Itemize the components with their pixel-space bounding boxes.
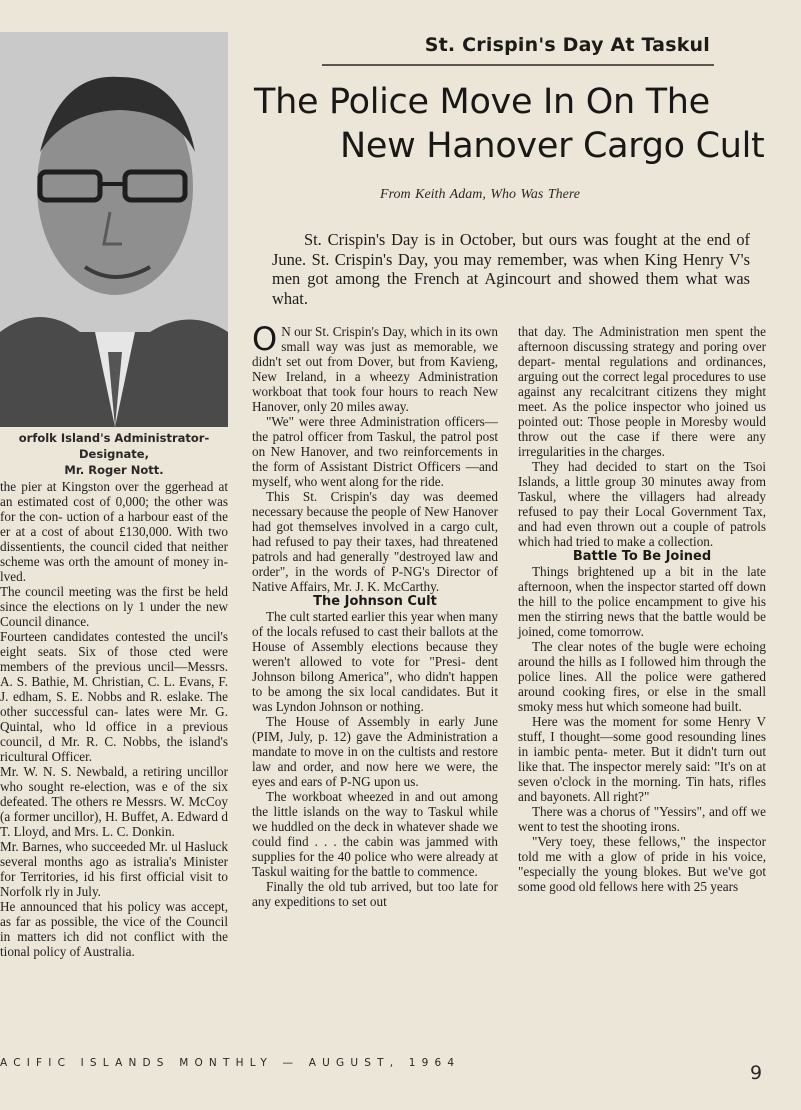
middle-paragraph: The cult started earlier this year when many of the locals refused to cast their ballots at the House of Assembly elections because they weren't allowed to vote for "Presi- dent Johnson bilong America", who didn't happen to be among the six local candidates. But it was Lyndon Johnson or nothing. [252,609,498,714]
intro-paragraph [272,230,750,308]
right-column [518,324,766,894]
running-footer: ACIFIC ISLANDS MONTHLY — AUGUST, 1964 [0,1057,461,1069]
left-paragraph: Fourteen candidates contested the uncil's eight seats. Six of those cted were members of the previous uncil—Messrs. A. S. Bathie, M. Christian, C. L. Evans, F. J. edham, S. E. Nobbs and R. eslake. The other successful can- lates were Mr. G. Quintal, who ld office in a previous council, d Mr. R. C. Nobbs, the island's ricultural Officer. [0,629,228,764]
intro-text: St. Crispin's Day is in October, but ours was fought at the end of June. St. Crispin's Day, you may remember, was when King Henry V's men got among the French at Agincourt and showed them what was what. [272,230,750,308]
article-kicker: St. Crispin's Day At Taskul [424,34,710,56]
headline-line-2: New Hanover Cargo Cult [340,126,765,166]
byline: From Keith Adam, Who Was There [380,187,580,202]
middle-paragraph: The workboat wheezed in and out among the little islands on the way to Taskul while we huddled on the deck in whatever shade we could find . . . the cabin was jammed with supplies for the 40 police who were already at Taskul waiting for the battle to commence. [252,789,498,879]
middle-paragraph: "We" were three Administration officers—the patrol officer from Taskul, the patrol post on New Hanover, and two reinforcements in the form of Assistant District Officers —and myself, who went along for the ride. [252,414,498,489]
portrait-illustration [0,32,228,427]
right-paragraph: The clear notes of the bugle were echoing around the hills as I followed him through the police lines. All the police were gathered around cooking fires, or else in the small smoky mess hut which someone had built. [518,639,766,714]
middle-paragraph: This St. Crispin's day was deemed necessary because the people of New Hanover had got themselves involved in a cargo cult, had refused to pay their taxes, had threatened patrols and had generally "destroyed law and order", in the words of P-NG's Director of Native Affairs, Mr. J. K. McCarthy. [252,489,498,594]
left-paragraph: Mr. Barnes, who succeeded Mr. ul Hasluck several months ago as istralia's Minister for Territories, id his first official visit to Norfolk rly in July. [0,839,228,899]
left-column [0,479,228,959]
right-paragraph: Things brightened up a bit in the late afternoon, when the inspector started off down the hill to the police encampment to give his men the stirring news that the battle would be joined, come tomorrow. [518,564,766,639]
left-paragraph: the pier at Kingston over the ggerhead at an estimated cost of 0,000; the other was for the con- uction of a harbour east of the er at a cost of about £130,000. With two dissentients, the council cided that neither scheme was orth the amount of money in- lved. [0,479,228,584]
section-subhead: The Johnson Cult [313,594,437,609]
left-paragraph: Mr. W. N. S. Newbald, a retiring uncillor who sought re-election, was e of the six defeated. The others re Messrs. W. McCoy (a former uncillor), H. Buffet, A. Edward d T. Lloyd, and Mrs. L. C. Donkin. [0,764,228,839]
middle-paragraph [252,320,498,414]
right-paragraph: They had decided to start on the Tsoi Islands, a little group 30 minutes away from Taskul, where the villagers had already refused to pay their Local Government Tax, and had even thrown out a couple of patrols which had tried to make a collection. [518,459,766,549]
middle-paragraph: The House of Assembly in early June (PIM, July, p. 12) gave the Administration a mandate to move in on the cultists and restore law and order, and now here we were, the eyes and ears of P-NG upon us. [252,714,498,789]
headline-line-1: The Police Move In On The [254,82,710,122]
page-number: 9 [750,1062,763,1084]
middle-paragraph: Finally the old tub arrived, but too late for any expeditions to set out [252,879,498,909]
photo-caption [0,430,228,478]
middle-paragraph-text: N our St. Crispin's Day, which in its own small way was just as memorable, we didn't set out from Dover, but from Kavieng, New Ireland, in a wheezy Administration workboat that took four hours to reach New Hanover, only 20 miles away. [252,324,498,414]
right-paragraph: "Very toey, these fellows," the inspector told me with a glow of pride in his voice, "especially the young blokes. But we've got some good old fellows here with 25 years [518,834,766,894]
middle-column [252,320,498,909]
section-subhead: Battle To Be Joined [572,549,712,564]
caption-line-2: Mr. Roger Nott. [64,463,164,477]
caption-line-1: orfolk Island's Administrator-Designate, [18,431,210,461]
left-paragraph: He announced that his policy was accept, as far as possible, the vice of the Council in matters ich did not conflict with the tional policy of Australia. [0,899,228,959]
left-paragraph: The council meeting was the first be held since the elections on ly 1 under the new Council dinance. [0,584,228,629]
right-paragraph: that day. The Administration men spent the afternoon discussing strategy and poring over depart- mental regulations and ordinances, arguing out the correct legal procedures to use against any recalcitrant citizens they might meet. As the police inspector who joined us pointed out: Those people in Moresby would throw out the case if there were any irregularities in the charges. [518,324,766,459]
right-paragraph: There was a chorus of "Yessirs", and off we went to test the shooting irons. [518,804,766,834]
drop-cap: O [252,320,278,358]
right-paragraph: Here was the moment for some Henry V stuff, I thought—some good resounding lines in iambic penta- meter. But it didn't turn out like that. The inspector merely said: "It's on at seven o'clock in the morning. Tin hats, rifles and bayonets. All right?" [518,714,766,804]
portrait-photo [0,32,228,427]
kicker-rule [322,64,714,66]
